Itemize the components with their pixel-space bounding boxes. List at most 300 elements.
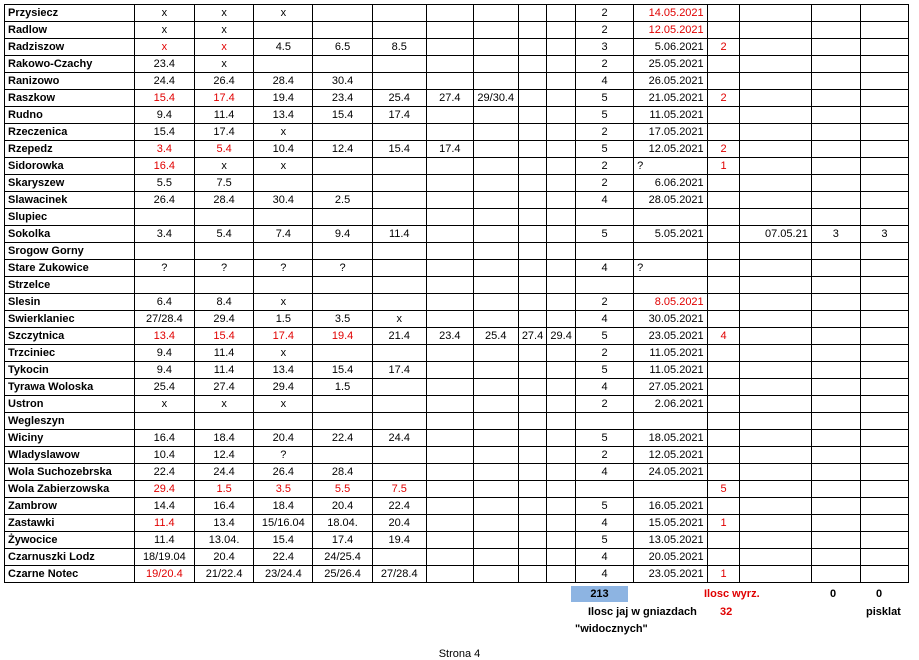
date-cell: 29.4 — [254, 379, 313, 396]
date-cell — [547, 566, 576, 583]
date-cell — [313, 124, 372, 141]
date-cell — [547, 362, 576, 379]
date-cell — [254, 277, 313, 294]
hatch-date-cell: 11.05.2021 — [634, 362, 708, 379]
date-cell: x — [194, 158, 253, 175]
hatch-date-cell: 27.05.2021 — [634, 379, 708, 396]
date-cell: 6.4 — [134, 294, 194, 311]
egg-count-cell — [575, 277, 633, 294]
egg-count-cell — [575, 413, 633, 430]
date-cell — [313, 209, 372, 226]
location-name-cell: Ustron — [5, 396, 135, 413]
hatch-date-cell: 26.05.2021 — [634, 73, 708, 90]
nest-table-body — [5, 5, 909, 583]
location-name-cell: Wola Zabierzowska — [5, 481, 135, 498]
hatch-date-cell: 12.05.2021 — [634, 447, 708, 464]
date-cell — [372, 379, 426, 396]
date-cell: x — [194, 5, 253, 22]
egg-count-cell: 2 — [575, 5, 633, 22]
extra-value-cell — [860, 532, 908, 549]
extra-value-cell — [811, 549, 860, 566]
date-cell — [547, 141, 576, 158]
extra-value-cell — [860, 464, 908, 481]
date-cell: x — [254, 124, 313, 141]
location-name-cell: Wiciny — [5, 430, 135, 447]
egg-count-cell: 4 — [575, 515, 633, 532]
table-row — [5, 362, 909, 379]
hatch-date-cell: 12.05.2021 — [634, 141, 708, 158]
extra-value-cell — [811, 39, 860, 56]
date-cell — [254, 22, 313, 39]
table-row — [5, 56, 909, 73]
date-cell: x — [254, 345, 313, 362]
hatch-date-cell — [634, 413, 708, 430]
date-cell: 26.4 — [194, 73, 253, 90]
hatch-date-cell: 23.05.2021 — [634, 566, 708, 583]
date-cell — [426, 243, 473, 260]
date-cell — [372, 158, 426, 175]
date-cell: 19.4 — [372, 532, 426, 549]
extra-value-cell — [811, 107, 860, 124]
date-cell: x — [194, 56, 253, 73]
flag-cell — [707, 226, 740, 243]
table-row — [5, 22, 909, 39]
hatch-date-cell: 12.05.2021 — [634, 22, 708, 39]
total-eggs-box — [571, 586, 628, 602]
date-cell — [426, 481, 473, 498]
extra-value-cell — [860, 5, 908, 22]
date-cell — [134, 413, 194, 430]
extra-date-cell — [740, 532, 812, 549]
date-cell — [426, 39, 473, 56]
date-cell: x — [134, 396, 194, 413]
date-cell — [473, 311, 518, 328]
hatch-date-cell — [634, 481, 708, 498]
date-cell — [547, 22, 576, 39]
egg-count-cell: 5 — [575, 107, 633, 124]
extra-date-cell — [740, 481, 812, 498]
date-cell: 25.4 — [134, 379, 194, 396]
date-cell: x — [134, 22, 194, 39]
date-cell — [518, 260, 547, 277]
date-cell — [518, 39, 547, 56]
hatch-date-cell: ? — [634, 158, 708, 175]
date-cell — [313, 396, 372, 413]
date-cell: 15.4 — [372, 141, 426, 158]
date-cell — [473, 5, 518, 22]
table-row — [5, 277, 909, 294]
egg-count-cell: 2 — [575, 56, 633, 73]
extra-value-cell — [860, 549, 908, 566]
extra-value-cell — [860, 39, 908, 56]
date-cell — [518, 124, 547, 141]
date-cell: ? — [313, 260, 372, 277]
date-cell: 12.4 — [313, 141, 372, 158]
date-cell — [426, 498, 473, 515]
date-cell: 27/28.4 — [134, 311, 194, 328]
egg-count-cell: 2 — [575, 396, 633, 413]
location-name-cell: Zastawki — [5, 515, 135, 532]
extra-value-cell — [811, 56, 860, 73]
date-cell — [254, 175, 313, 192]
date-cell: x — [254, 158, 313, 175]
date-cell: 23/24.4 — [254, 566, 313, 583]
flag-cell: 1 — [707, 515, 740, 532]
date-cell: 26.4 — [134, 192, 194, 209]
date-cell: 1.5 — [194, 481, 253, 498]
date-cell: 22.4 — [313, 430, 372, 447]
date-cell — [426, 209, 473, 226]
nest-table — [4, 4, 909, 583]
date-cell — [518, 481, 547, 498]
flag-cell — [707, 5, 740, 22]
date-cell — [134, 209, 194, 226]
date-cell — [313, 277, 372, 294]
date-cell — [547, 243, 576, 260]
date-cell — [426, 73, 473, 90]
date-cell — [254, 413, 313, 430]
hatch-date-cell: 6.06.2021 — [634, 175, 708, 192]
date-cell — [547, 294, 576, 311]
date-cell — [473, 566, 518, 583]
date-cell — [194, 209, 253, 226]
egg-count-cell — [575, 209, 633, 226]
date-cell: x — [134, 5, 194, 22]
date-cell: 27.4 — [194, 379, 253, 396]
date-cell — [547, 549, 576, 566]
egg-count-cell: 2 — [575, 124, 633, 141]
date-cell — [473, 73, 518, 90]
date-cell — [194, 243, 253, 260]
extra-date-cell — [740, 141, 812, 158]
date-cell: 17.4 — [372, 107, 426, 124]
table-row — [5, 90, 909, 107]
egg-count-cell: 4 — [575, 464, 633, 481]
flag-cell — [707, 430, 740, 447]
egg-count-cell: 5 — [575, 362, 633, 379]
date-cell — [473, 345, 518, 362]
date-cell: 29.4 — [547, 328, 576, 345]
extra-date-cell — [740, 107, 812, 124]
date-cell — [518, 447, 547, 464]
date-cell — [426, 192, 473, 209]
extra-value-cell — [811, 124, 860, 141]
date-cell — [518, 413, 547, 430]
date-cell — [518, 175, 547, 192]
extra-date-cell: 07.05.21 — [740, 226, 812, 243]
date-cell — [473, 124, 518, 141]
date-cell — [547, 5, 576, 22]
date-cell — [426, 345, 473, 362]
date-cell — [426, 430, 473, 447]
date-cell — [426, 464, 473, 481]
location-name-cell: Czarne Notec — [5, 566, 135, 583]
date-cell — [372, 5, 426, 22]
date-cell — [518, 311, 547, 328]
extra-date-cell — [740, 243, 812, 260]
date-cell — [473, 175, 518, 192]
date-cell — [473, 56, 518, 73]
date-cell: 29.4 — [134, 481, 194, 498]
extra-value-cell — [860, 141, 908, 158]
extra-date-cell — [740, 124, 812, 141]
date-cell: 27.4 — [426, 90, 473, 107]
date-cell — [313, 22, 372, 39]
table-row — [5, 532, 909, 549]
date-cell — [426, 515, 473, 532]
extra-value-cell — [811, 192, 860, 209]
date-cell — [547, 396, 576, 413]
date-cell — [518, 464, 547, 481]
location-name-cell: Żywocice — [5, 532, 135, 549]
date-cell: 5.5 — [134, 175, 194, 192]
extra-date-cell — [740, 328, 812, 345]
date-cell: 10.4 — [254, 141, 313, 158]
date-cell: 11.4 — [372, 226, 426, 243]
table-row — [5, 226, 909, 243]
table-row — [5, 192, 909, 209]
date-cell: 20.4 — [194, 549, 253, 566]
date-cell — [473, 141, 518, 158]
extra-value-cell — [860, 566, 908, 583]
date-cell — [426, 260, 473, 277]
date-cell — [313, 158, 372, 175]
date-cell — [547, 209, 576, 226]
flag-cell: 5 — [707, 481, 740, 498]
location-name-cell: Wladyslawow — [5, 447, 135, 464]
table-row — [5, 498, 909, 515]
egg-count-cell: 5 — [575, 532, 633, 549]
date-cell: 13.4 — [194, 515, 253, 532]
date-cell — [518, 362, 547, 379]
extra-date-cell — [740, 515, 812, 532]
date-cell: 15.4 — [254, 532, 313, 549]
date-cell: 28.4 — [313, 464, 372, 481]
date-cell — [372, 345, 426, 362]
extra-value-cell — [811, 532, 860, 549]
flag-cell — [707, 175, 740, 192]
date-cell: 27.4 — [518, 328, 547, 345]
extra-value-cell — [860, 498, 908, 515]
date-cell: 9.4 — [134, 362, 194, 379]
extra-date-cell — [740, 549, 812, 566]
flag-cell — [707, 124, 740, 141]
extra-value-cell — [860, 56, 908, 73]
flag-cell — [707, 260, 740, 277]
date-cell — [518, 73, 547, 90]
date-cell: ? — [194, 260, 253, 277]
date-cell — [372, 396, 426, 413]
egg-count-cell: 2 — [575, 158, 633, 175]
date-cell — [547, 226, 576, 243]
date-cell — [313, 447, 372, 464]
date-cell — [547, 447, 576, 464]
extra-value-cell — [860, 413, 908, 430]
date-cell — [547, 56, 576, 73]
extra-date-cell — [740, 209, 812, 226]
extra-date-cell — [740, 192, 812, 209]
date-cell: x — [372, 311, 426, 328]
extra-value-cell — [811, 481, 860, 498]
extra-date-cell — [740, 464, 812, 481]
date-cell — [473, 362, 518, 379]
date-cell: 17.4 — [372, 362, 426, 379]
egg-count-cell: 5 — [575, 226, 633, 243]
extra-value-cell — [860, 107, 908, 124]
extra-date-cell — [740, 566, 812, 583]
date-cell — [518, 498, 547, 515]
extra-value-cell — [860, 379, 908, 396]
date-cell — [473, 22, 518, 39]
date-cell — [372, 192, 426, 209]
date-cell — [518, 549, 547, 566]
extra-value-cell — [811, 294, 860, 311]
hatch-date-cell: 8.05.2021 — [634, 294, 708, 311]
date-cell: 18.4 — [194, 430, 253, 447]
date-cell: 15.4 — [134, 90, 194, 107]
extra-value-cell — [811, 464, 860, 481]
date-cell — [473, 277, 518, 294]
date-cell — [313, 56, 372, 73]
date-cell — [518, 396, 547, 413]
date-cell: 13.4 — [254, 362, 313, 379]
extra-value-cell — [860, 22, 908, 39]
date-cell: 14.4 — [134, 498, 194, 515]
date-cell — [426, 311, 473, 328]
hatch-date-cell: 11.05.2021 — [634, 345, 708, 362]
extra-value-cell — [811, 90, 860, 107]
flag-cell — [707, 107, 740, 124]
date-cell: ? — [254, 447, 313, 464]
date-cell: 16.4 — [194, 498, 253, 515]
date-cell — [547, 158, 576, 175]
flag-cell: 4 — [707, 328, 740, 345]
date-cell — [372, 447, 426, 464]
extra-value-cell — [811, 345, 860, 362]
egg-count-cell: 2 — [575, 294, 633, 311]
flag-cell — [707, 447, 740, 464]
table-row — [5, 447, 909, 464]
date-cell — [372, 260, 426, 277]
table-row — [5, 430, 909, 447]
date-cell — [547, 90, 576, 107]
flag-cell — [707, 532, 740, 549]
date-cell — [473, 413, 518, 430]
date-cell: 13.4 — [254, 107, 313, 124]
date-cell: 26.4 — [254, 464, 313, 481]
total-eggs-value: 213 — [590, 588, 609, 600]
extra-value-cell — [860, 124, 908, 141]
date-cell: x — [134, 39, 194, 56]
chicks-label: pisklat — [866, 606, 901, 618]
date-cell — [547, 192, 576, 209]
location-name-cell: Raszkow — [5, 90, 135, 107]
date-cell — [313, 294, 372, 311]
date-cell — [473, 515, 518, 532]
egg-count-cell: 2 — [575, 175, 633, 192]
date-cell — [426, 549, 473, 566]
egg-count-cell: 5 — [575, 328, 633, 345]
date-cell: 9.4 — [134, 107, 194, 124]
table-row — [5, 549, 909, 566]
date-cell — [547, 345, 576, 362]
date-cell: 25/26.4 — [313, 566, 372, 583]
hatch-date-cell: 15.05.2021 — [634, 515, 708, 532]
date-cell — [426, 447, 473, 464]
date-cell — [518, 345, 547, 362]
hatch-date-cell: 24.05.2021 — [634, 464, 708, 481]
extra-value-cell — [860, 362, 908, 379]
extra-value-cell — [811, 447, 860, 464]
date-cell — [518, 56, 547, 73]
extra-date-cell — [740, 311, 812, 328]
hatch-date-cell — [634, 209, 708, 226]
date-cell: 22.4 — [254, 549, 313, 566]
date-cell — [473, 226, 518, 243]
date-cell: 20.4 — [313, 498, 372, 515]
flag-cell — [707, 464, 740, 481]
date-cell — [473, 260, 518, 277]
egg-count-cell: 4 — [575, 73, 633, 90]
extra-value-cell — [860, 294, 908, 311]
date-cell: 19.4 — [313, 328, 372, 345]
date-cell: 27/28.4 — [372, 566, 426, 583]
date-cell — [547, 39, 576, 56]
date-cell: 1.5 — [313, 379, 372, 396]
date-cell — [473, 481, 518, 498]
table-row — [5, 515, 909, 532]
egg-count-cell — [575, 243, 633, 260]
date-cell — [372, 243, 426, 260]
date-cell — [372, 413, 426, 430]
date-cell — [547, 515, 576, 532]
date-cell — [254, 209, 313, 226]
date-cell: x — [194, 22, 253, 39]
hatch-date-cell: 17.05.2021 — [634, 124, 708, 141]
table-row — [5, 175, 909, 192]
date-cell: 16.4 — [134, 430, 194, 447]
location-name-cell: Sokolka — [5, 226, 135, 243]
extra-value-cell — [811, 22, 860, 39]
location-name-cell: Skaryszew — [5, 175, 135, 192]
date-cell: 17.4 — [426, 141, 473, 158]
egg-count-cell — [575, 481, 633, 498]
location-name-cell: Trzciniec — [5, 345, 135, 362]
date-cell — [518, 226, 547, 243]
date-cell — [372, 277, 426, 294]
extra-value-cell — [811, 515, 860, 532]
flag-cell — [707, 294, 740, 311]
date-cell: 25.4 — [372, 90, 426, 107]
extra-value-cell — [811, 413, 860, 430]
date-cell — [426, 379, 473, 396]
location-name-cell: Slupiec — [5, 209, 135, 226]
extra-date-cell — [740, 498, 812, 515]
table-row — [5, 345, 909, 362]
date-cell: 11.4 — [194, 107, 253, 124]
egg-count-cell: 4 — [575, 549, 633, 566]
date-cell — [518, 90, 547, 107]
extra-value-cell — [860, 515, 908, 532]
extra-value-cell — [860, 209, 908, 226]
flag-cell — [707, 277, 740, 294]
date-cell — [473, 532, 518, 549]
date-cell: 13.4 — [134, 328, 194, 345]
table-row — [5, 311, 909, 328]
date-cell — [547, 532, 576, 549]
date-cell: 15.4 — [313, 107, 372, 124]
date-cell: 11.4 — [194, 345, 253, 362]
